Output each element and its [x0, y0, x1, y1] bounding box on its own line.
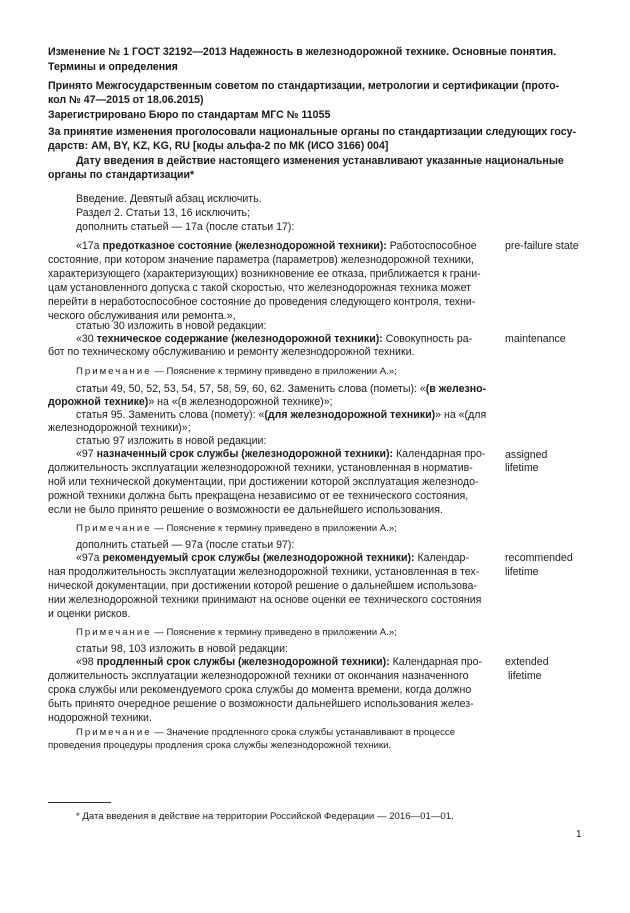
term-97a-text-start: Календар- [414, 552, 469, 564]
amendment-title-line-2: Термины и определения [48, 61, 178, 73]
note-label: Примечание [76, 366, 152, 377]
term-17a-name: предотказное состояние (железнодорожной техники): [102, 240, 387, 252]
term-97a-line: ная продолжительность эксплуатации железнодорожной техники, установленная в тех- [48, 566, 480, 578]
article-30-intro: статью 30 изложить в новой редакции: [76, 320, 267, 332]
registered-line: Зарегистрировано Бюро по стандартам МГС № 11055 [48, 109, 331, 121]
term-97-number: «97 [76, 448, 97, 460]
article-98-intro: статьи 98, 103 изложить в новой редакции: [76, 643, 288, 655]
note-98-line-1 [76, 726, 455, 739]
accepted-by-line-2: кол № 47—2015 от 18.06.2015) [48, 94, 204, 106]
term-98-line: должительность эксплуатации железнодорожной техники от окончания назначенного [48, 670, 469, 682]
term-17a-line: перейти в неработоспособное состояние до проведения следующего контроля, техни- [48, 296, 476, 308]
note-98-line-2: проведения процедуры продления срока службы железнодорожной техники. [48, 740, 392, 751]
term-97a-line: нии железнодорожной техники принимают на основе оценки ее технического состояния [48, 594, 482, 606]
term-97-english-2: lifetime [505, 462, 539, 474]
edit-article-95-line-2: железнодорожной техники)»; [48, 422, 191, 434]
edit-2-new-mark: » на «(для [435, 409, 487, 421]
term-17a-first-line [76, 240, 477, 253]
edit-1-old-mark: (в железно- [425, 383, 487, 395]
term-97a-english-1: recommended [505, 552, 573, 564]
term-98-line: нодорожной техники. [48, 712, 152, 724]
term-98-text-start: Календарная про- [389, 656, 483, 668]
term-98-english-2: lifetime [508, 670, 542, 682]
edit-article-95-line-1 [76, 409, 486, 422]
term-97a-first-line [76, 552, 469, 565]
footnote-separator [48, 802, 111, 803]
term-17a-number: «17а [76, 240, 103, 252]
note-30 [76, 365, 397, 378]
effective-date-line-1: Дату введения в действие настоящего изменения устанавливают указанные национальные [76, 155, 564, 167]
page-number: 1 [576, 829, 582, 840]
edit-1-new-mark: » на «(в железнодорожной технике)»; [148, 396, 333, 408]
term-97-first-line [76, 448, 485, 461]
term-30-english: maintenance [505, 333, 566, 345]
term-17a-line: цам установленного допуска с такой скоростью, что железнодорожная техника может [48, 282, 471, 294]
note-text: — Пояснение к термину приведено в приложении А.»; [151, 366, 397, 377]
note-label: Примечание [76, 727, 152, 738]
amendment-title-line-1: Изменение № 1 ГОСТ 32192—2013 Надежность в железнодорожной технике. Основные понятия. [48, 46, 557, 58]
term-97a-line: нической документации, при достижении которой решение о дальнейшем использова- [48, 580, 477, 592]
term-30-name: техническое содержание (железнодорожной техники): [96, 333, 383, 345]
edit-2-prefix: статья 95. Заменить слова (помету): « [76, 409, 265, 421]
term-97-line: должительность эксплуатации железнодорожной техники, установленная в норматив- [48, 462, 473, 474]
term-30-first-line [76, 333, 472, 346]
term-30-line: бот по техническому обслуживанию и ремонту железнодорожной техники. [48, 346, 415, 358]
note-98-text: — Значение продленного срока службы устанавливают в процессе [151, 727, 456, 738]
term-30-text-start: Совокупность ра- [382, 333, 473, 345]
voted-line-1: За принятие изменения проголосовали национальные органы по стандартизации следующих госу- [48, 126, 577, 138]
term-17a-english: pre-failure state [505, 240, 579, 252]
term-17a-line: состояние, при котором значение параметра (параметров) железнодорожной техники, [48, 254, 474, 266]
term-97-name: назначенный срок службы (железнодорожной техники): [96, 448, 394, 460]
intro-line-1: Введение. Девятый абзац исключить. [76, 193, 262, 205]
term-98-name: продленный срок службы (железнодорожной техники): [96, 656, 390, 668]
term-97a-english-2: lifetime [505, 566, 539, 578]
term-97-line: ной или технической документации, при достижении которой эксплуатация железнодо- [48, 476, 479, 488]
term-97-line: рожной техники должна быть прекращена независимо от ее технического состояния, [48, 490, 469, 502]
term-97-text-start: Календарная про- [393, 448, 486, 460]
note-label: Примечание [76, 523, 152, 534]
edit-articles-49-62-line-1 [76, 383, 486, 396]
voted-line-2: дарств: AM, BY, KZ, KG, RU [коды альфа-2 по МК (ИСО 3166) 004] [48, 140, 389, 152]
edit-1-old-mark-end: дорожной технике) [48, 396, 149, 408]
intro-line-3: дополнить статьей — 17а (после статьи 17): [76, 221, 295, 233]
term-97a-line: и оценки рисков. [48, 608, 131, 620]
term-30-number: «30 [76, 333, 97, 345]
footnote: * Дата введения в действие на территории Российской Федерации — 2016—01—01. [76, 811, 454, 822]
term-17a-text-start: Работоспособное [386, 240, 477, 252]
term-98-number: «98 [76, 656, 97, 668]
term-98-line: быть принято очередное решение о возможности дальнейшего использования желез- [48, 698, 474, 710]
article-97a-intro: дополнить статьей — 97а (после статьи 97): [76, 539, 295, 551]
term-97a-number: «97а [76, 552, 103, 564]
term-97-line: если не было принято решение о возможности ее дальнейшего использования. [48, 504, 443, 516]
note-97a [76, 626, 397, 639]
edit-2-old-mark: (для железнодорожной техники) [264, 409, 436, 421]
term-98-english-1: extended [505, 656, 549, 668]
term-98-line: срока службы или рекомендуемого срока службы до момента времени, когда должно [48, 684, 472, 696]
edit-articles-49-62-line-2 [48, 396, 333, 409]
term-97a-name: рекомендуемый срок службы (железнодорожной техники): [102, 552, 415, 564]
note-97 [76, 522, 397, 535]
term-17a-line: характеризующего (характеризующих) возникновение ее отказа, приближается к грани- [48, 268, 481, 280]
intro-line-2: Раздел 2. Статьи 13, 16 исключить; [76, 207, 251, 219]
effective-date-line-2: органы по стандартизации* [48, 169, 195, 181]
edit-1-prefix: статьи 49, 50, 52, 53, 54, 57, 58, 59, 60, 62. Заменить слова (пометы): « [76, 383, 426, 395]
accepted-by-line-1: Принято Межгосударственным советом по стандартизации, метрологии и сертификации (прото- [48, 80, 560, 92]
note-text: — Пояснение к термину приведено в приложении А.»; [151, 523, 397, 534]
term-17a-line: ческого обслуживания или ремонта.», [48, 310, 236, 322]
article-97-intro: статью 97 изложить в новой редакции: [76, 435, 267, 447]
term-97-english-1: assigned [505, 449, 548, 461]
note-label: Примечание [76, 627, 152, 638]
note-text: — Пояснение к термину приведено в приложении А.»; [151, 627, 397, 638]
term-98-first-line [76, 656, 482, 669]
